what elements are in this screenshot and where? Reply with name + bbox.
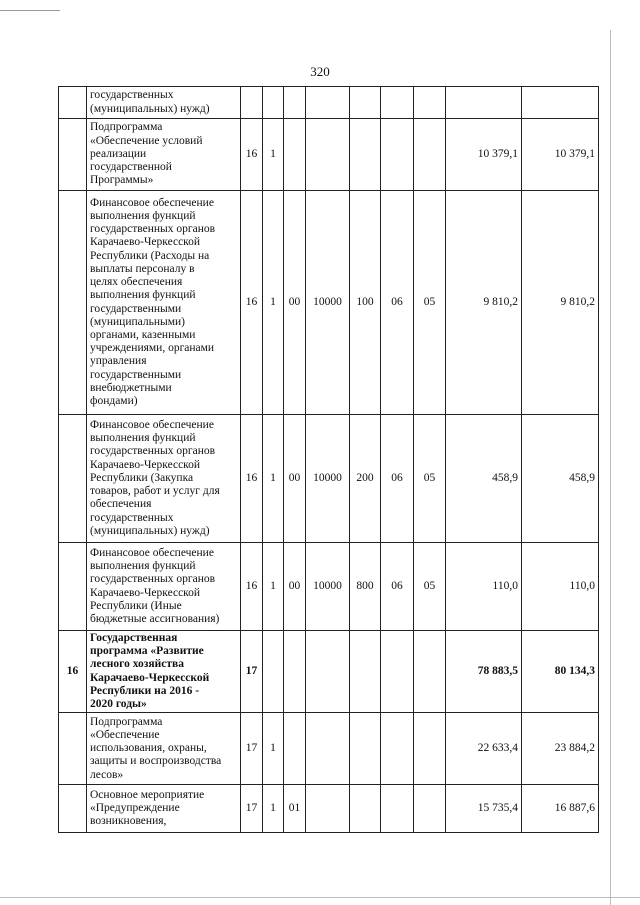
row-name-line: Карачаево-Черкесской <box>90 586 201 599</box>
main-activity-code: 00 <box>284 543 306 631</box>
program-code: 16 <box>241 415 263 543</box>
amount-year-1: 15 735,4 <box>446 785 522 833</box>
subsection-code: 05 <box>414 543 446 631</box>
row-name-line: Карачаево-Черкесской <box>90 236 201 249</box>
amount-year-2: 10 379,1 <box>522 119 599 191</box>
row-name <box>87 631 241 713</box>
subprogram-code <box>263 87 284 119</box>
main-activity-code: 00 <box>284 191 306 415</box>
table-row <box>59 631 599 713</box>
row-name-line: государственных органов <box>90 223 216 236</box>
row-name-line: государственной <box>90 161 172 174</box>
row-number <box>59 87 87 119</box>
subprogram-code: 1 <box>263 713 284 785</box>
row-number <box>59 785 87 833</box>
row-name-line: обеспечения <box>90 498 152 511</box>
section-code <box>381 631 414 713</box>
section-code: 06 <box>381 543 414 631</box>
row-number <box>59 543 87 631</box>
row-name-line: (муниципальными) <box>90 315 185 328</box>
program-code: 16 <box>241 119 263 191</box>
amount-year-1 <box>446 87 522 119</box>
table-row <box>59 785 599 833</box>
row-name-line: «Обеспечение <box>90 728 160 741</box>
row-number <box>59 119 87 191</box>
direction-code <box>306 785 350 833</box>
main-activity-code <box>284 631 306 713</box>
row-name-line: выполнения функций <box>90 432 196 445</box>
row-name-line: Подпрограмма <box>90 121 163 134</box>
section-code <box>381 119 414 191</box>
row-name-line: лесного хозяйства <box>90 658 184 671</box>
row-name-line: Карачаево-Черкесской <box>90 671 210 684</box>
row-name-line: бюджетные ассигнования) <box>90 612 220 625</box>
main-activity-code: 00 <box>284 415 306 543</box>
subprogram-code <box>263 631 284 713</box>
section-code <box>381 713 414 785</box>
table-row <box>59 191 599 415</box>
row-name-line: «Обеспечение условий <box>90 134 203 147</box>
row-number <box>59 191 87 415</box>
table-row <box>59 87 599 119</box>
amount-year-1: 78 883,5 <box>446 631 522 713</box>
row-name-line: защиты и воспроизводства <box>90 755 222 768</box>
direction-code: 10000 <box>306 543 350 631</box>
row-name <box>87 415 241 543</box>
row-name-line: Финансовое обеспечение <box>90 419 214 432</box>
amount-year-1: 110,0 <box>446 543 522 631</box>
expense-type-code: 100 <box>350 191 381 415</box>
amount-year-1: 9 810,2 <box>446 191 522 415</box>
subprogram-code: 1 <box>263 119 284 191</box>
expense-type-code <box>350 631 381 713</box>
row-name-line: Программы» <box>90 174 154 187</box>
row-name-line: Финансовое обеспечение <box>90 546 214 559</box>
table-row <box>59 713 599 785</box>
subsection-code <box>414 87 446 119</box>
amount-year-2: 9 810,2 <box>522 191 599 415</box>
row-number <box>59 713 87 785</box>
row-name-line: Карачаево-Черкесской <box>90 458 201 471</box>
row-name-line: Республики (Закупка <box>90 471 194 484</box>
amount-year-2: 16 887,6 <box>522 785 599 833</box>
program-code: 16 <box>241 543 263 631</box>
subsection-code <box>414 785 446 833</box>
row-name-line: товаров, работ и услуг для <box>90 485 220 498</box>
row-name-line: выплаты персоналу в <box>90 262 195 275</box>
row-name-line: государственными <box>90 302 182 315</box>
table-row <box>59 543 599 631</box>
row-name-line: Подпрограмма <box>90 715 163 728</box>
direction-code <box>306 119 350 191</box>
row-name-line: «Предупреждение <box>90 802 180 815</box>
row-name-line: государственных органов <box>90 573 216 586</box>
row-name-line: фондами) <box>90 395 138 408</box>
row-name-line: целях обеспечения <box>90 276 183 289</box>
section-code: 06 <box>381 191 414 415</box>
row-name-line: Государственная <box>90 632 178 644</box>
scan-edge-right <box>610 30 611 905</box>
row-name-line: Финансовое обеспечение <box>90 196 214 209</box>
row-name-line: управления <box>90 355 147 368</box>
row-name-line: программа «Развитие <box>90 645 204 658</box>
amount-year-2: 23 884,2 <box>522 713 599 785</box>
direction-code: 10000 <box>306 191 350 415</box>
scan-edge-top <box>0 10 60 11</box>
direction-code <box>306 713 350 785</box>
row-name-line: выполнения функций <box>90 289 196 302</box>
row-name-line: органами, казенными <box>90 328 196 341</box>
subprogram-code: 1 <box>263 191 284 415</box>
amount-year-1: 458,9 <box>446 415 522 543</box>
amount-year-1: 10 379,1 <box>446 119 522 191</box>
main-activity-code <box>284 119 306 191</box>
subsection-code <box>414 119 446 191</box>
row-name-line: государственных <box>90 89 174 102</box>
row-name-line: Республики (Расходы на <box>90 249 210 262</box>
row-name <box>87 785 241 833</box>
row-name-line: лесов» <box>90 768 124 781</box>
row-name-line: 2020 годы» <box>90 698 147 711</box>
expense-type-code <box>350 119 381 191</box>
row-name <box>87 543 241 631</box>
row-name-line: (муниципальных) нужд) <box>90 102 210 115</box>
row-number <box>59 415 87 543</box>
program-code <box>241 87 263 119</box>
row-name <box>87 119 241 191</box>
main-activity-code <box>284 713 306 785</box>
row-name-line: Республики на 2016 - <box>90 684 200 697</box>
subsection-code: 05 <box>414 191 446 415</box>
program-code: 16 <box>241 191 263 415</box>
budget-table <box>58 86 599 833</box>
row-name-line: Республики (Иные <box>90 599 182 612</box>
expense-type-code <box>350 713 381 785</box>
amount-year-2: 458,9 <box>522 415 599 543</box>
main-activity-code: 01 <box>284 785 306 833</box>
row-name-line: возникновения, <box>90 815 167 828</box>
direction-code <box>306 87 350 119</box>
row-number: 16 <box>59 631 87 713</box>
main-activity-code <box>284 87 306 119</box>
direction-code <box>306 631 350 713</box>
row-name-line: Основное мероприятие <box>90 788 205 801</box>
expense-type-code <box>350 87 381 119</box>
row-name <box>87 713 241 785</box>
amount-year-2: 80 134,3 <box>522 631 599 713</box>
row-name-line: выполнения функций <box>90 560 196 573</box>
row-name-line: выполнения функций <box>90 209 196 222</box>
table-row <box>59 119 599 191</box>
row-name-line: государственными <box>90 368 182 381</box>
section-code <box>381 785 414 833</box>
subsection-code: 05 <box>414 415 446 543</box>
expense-type-code <box>350 785 381 833</box>
direction-code: 10000 <box>306 415 350 543</box>
section-code <box>381 87 414 119</box>
amount-year-2 <box>522 87 599 119</box>
row-name <box>87 191 241 415</box>
program-code: 17 <box>241 785 263 833</box>
scan-edge-bottom <box>0 897 640 898</box>
row-name-line: (муниципальных) нужд) <box>90 524 210 537</box>
section-code: 06 <box>381 415 414 543</box>
row-name-line: внебюджетными <box>90 381 172 394</box>
row-name-line: реализации <box>90 147 147 160</box>
row-name-line: государственных органов <box>90 445 216 458</box>
row-name-line: учреждениями, органами <box>90 342 215 355</box>
program-code: 17 <box>241 713 263 785</box>
expense-type-code: 800 <box>350 543 381 631</box>
amount-year-2: 110,0 <box>522 543 599 631</box>
page-number: 320 <box>310 64 330 79</box>
subprogram-code: 1 <box>263 785 284 833</box>
subprogram-code: 1 <box>263 543 284 631</box>
subprogram-code: 1 <box>263 415 284 543</box>
amount-year-1: 22 633,4 <box>446 713 522 785</box>
row-name-line: использования, охраны, <box>90 742 207 755</box>
table-row <box>59 415 599 543</box>
row-name <box>87 87 241 119</box>
row-name-line: государственных <box>90 511 174 524</box>
subsection-code <box>414 631 446 713</box>
subsection-code <box>414 713 446 785</box>
expense-type-code: 200 <box>350 415 381 543</box>
program-code: 17 <box>241 631 263 713</box>
